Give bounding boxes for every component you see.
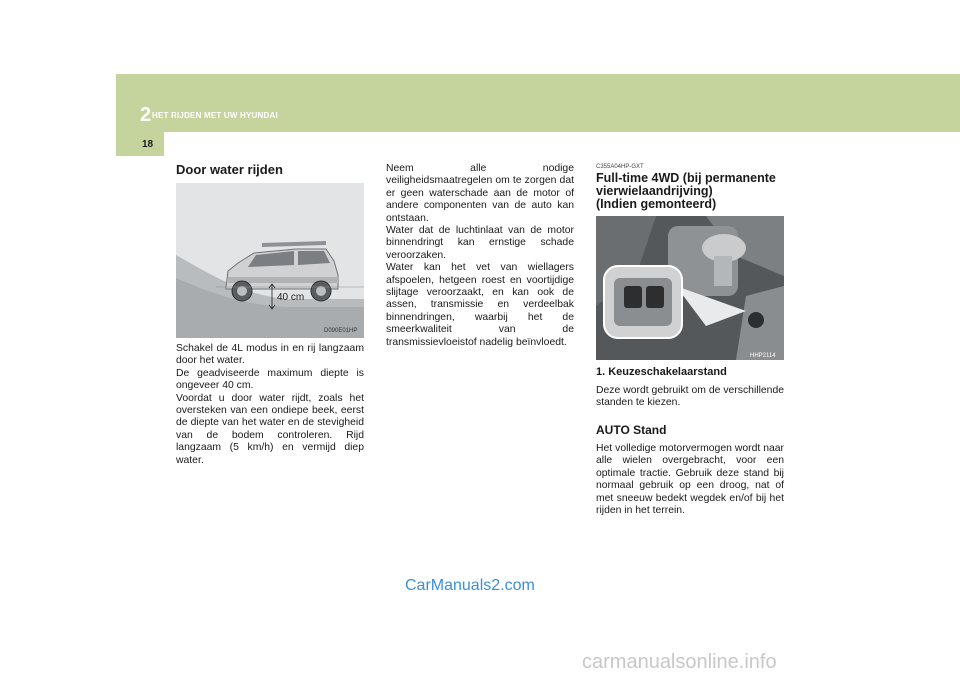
section-number: 2 xyxy=(140,104,152,126)
paragraph: De geadviseerde maximum diepte is ongeveer 40 cm. xyxy=(176,367,364,392)
driving-through-water-heading: Door water rijden xyxy=(176,162,283,177)
paragraph: Water kan het vet van wiellagers afspoelen, hetgeen roest en voortijdige slijtage veroorzaakt, en kan ook de assen, transmissie en verdeelbak binnendringen, waarbij het de smeerkwaliteit van de transmissievloeistof nadelig beïnvloedt. xyxy=(386,262,574,348)
full-time-4wd-heading xyxy=(596,172,784,211)
heading-line: (Indien gemonteerd) xyxy=(596,197,717,211)
selector-switch-icon xyxy=(596,216,784,360)
paragraph: Voordat u door water rijdt, zoals het oversteken van een ondiepe beek, eerst de diepte van het water en de stevigheid van de bodem controleren. Rijd langzaam (5 km/h) en vermijd diep water. xyxy=(176,392,364,466)
paragraph: Schakel de 4L modus in en rij langzaam door het water. xyxy=(176,343,364,367)
auto-mode-text: Het volledige motorvermogen wordt naar alle wielen overgebracht, voor een optimale tractie. Gebruik deze stand bij normaal gebruik op een droog, nat of met sneeuw bedekt wegdek en/of bij het rijden in het terrein. xyxy=(596,443,784,517)
section-title: HET RIJDEN MET UW HYUNDAI xyxy=(152,111,278,120)
page-number-band xyxy=(116,132,164,156)
section-code: C355A04HP-GXT xyxy=(596,164,644,170)
selector-position-heading: 1. Keuzeschakelaarstand xyxy=(596,366,727,378)
suv-in-water-icon xyxy=(176,183,364,338)
depth-label: 40 cm xyxy=(277,292,305,303)
page-number: 18 xyxy=(142,139,154,150)
heading-line: vierwielaandrijving) xyxy=(596,184,713,198)
selector-position-text: Deze wordt gebruikt om de verschillende standen te kiezen. xyxy=(596,385,784,409)
auto-mode-heading: AUTO Stand xyxy=(596,423,667,437)
water-driving-text xyxy=(176,343,364,467)
carmanualsonline-watermark[interactable]: carmanualsonline.info xyxy=(582,651,777,673)
water-depth-illustration xyxy=(176,183,364,338)
header-band xyxy=(116,74,960,132)
selector-switch-photo xyxy=(596,216,784,360)
paragraph: Neem alle nodige veiligheidsmaatregelen om te zorgen dat er geen waterschade aan de motor of andere componenten van de auto kan ontstaan. xyxy=(386,163,574,224)
paragraph: Water dat de luchtinlaat van de motor binnendringt kan ernstige schade veroorzaken. xyxy=(386,225,574,261)
figure-code: HHP2114 xyxy=(750,353,776,359)
heading-line: Full-time 4WD (bij permanente xyxy=(596,171,776,185)
water-damage-text xyxy=(386,163,574,349)
carmanuals-watermark[interactable]: CarManuals2.com xyxy=(405,577,535,594)
figure-code: D090E01HP xyxy=(324,328,358,334)
